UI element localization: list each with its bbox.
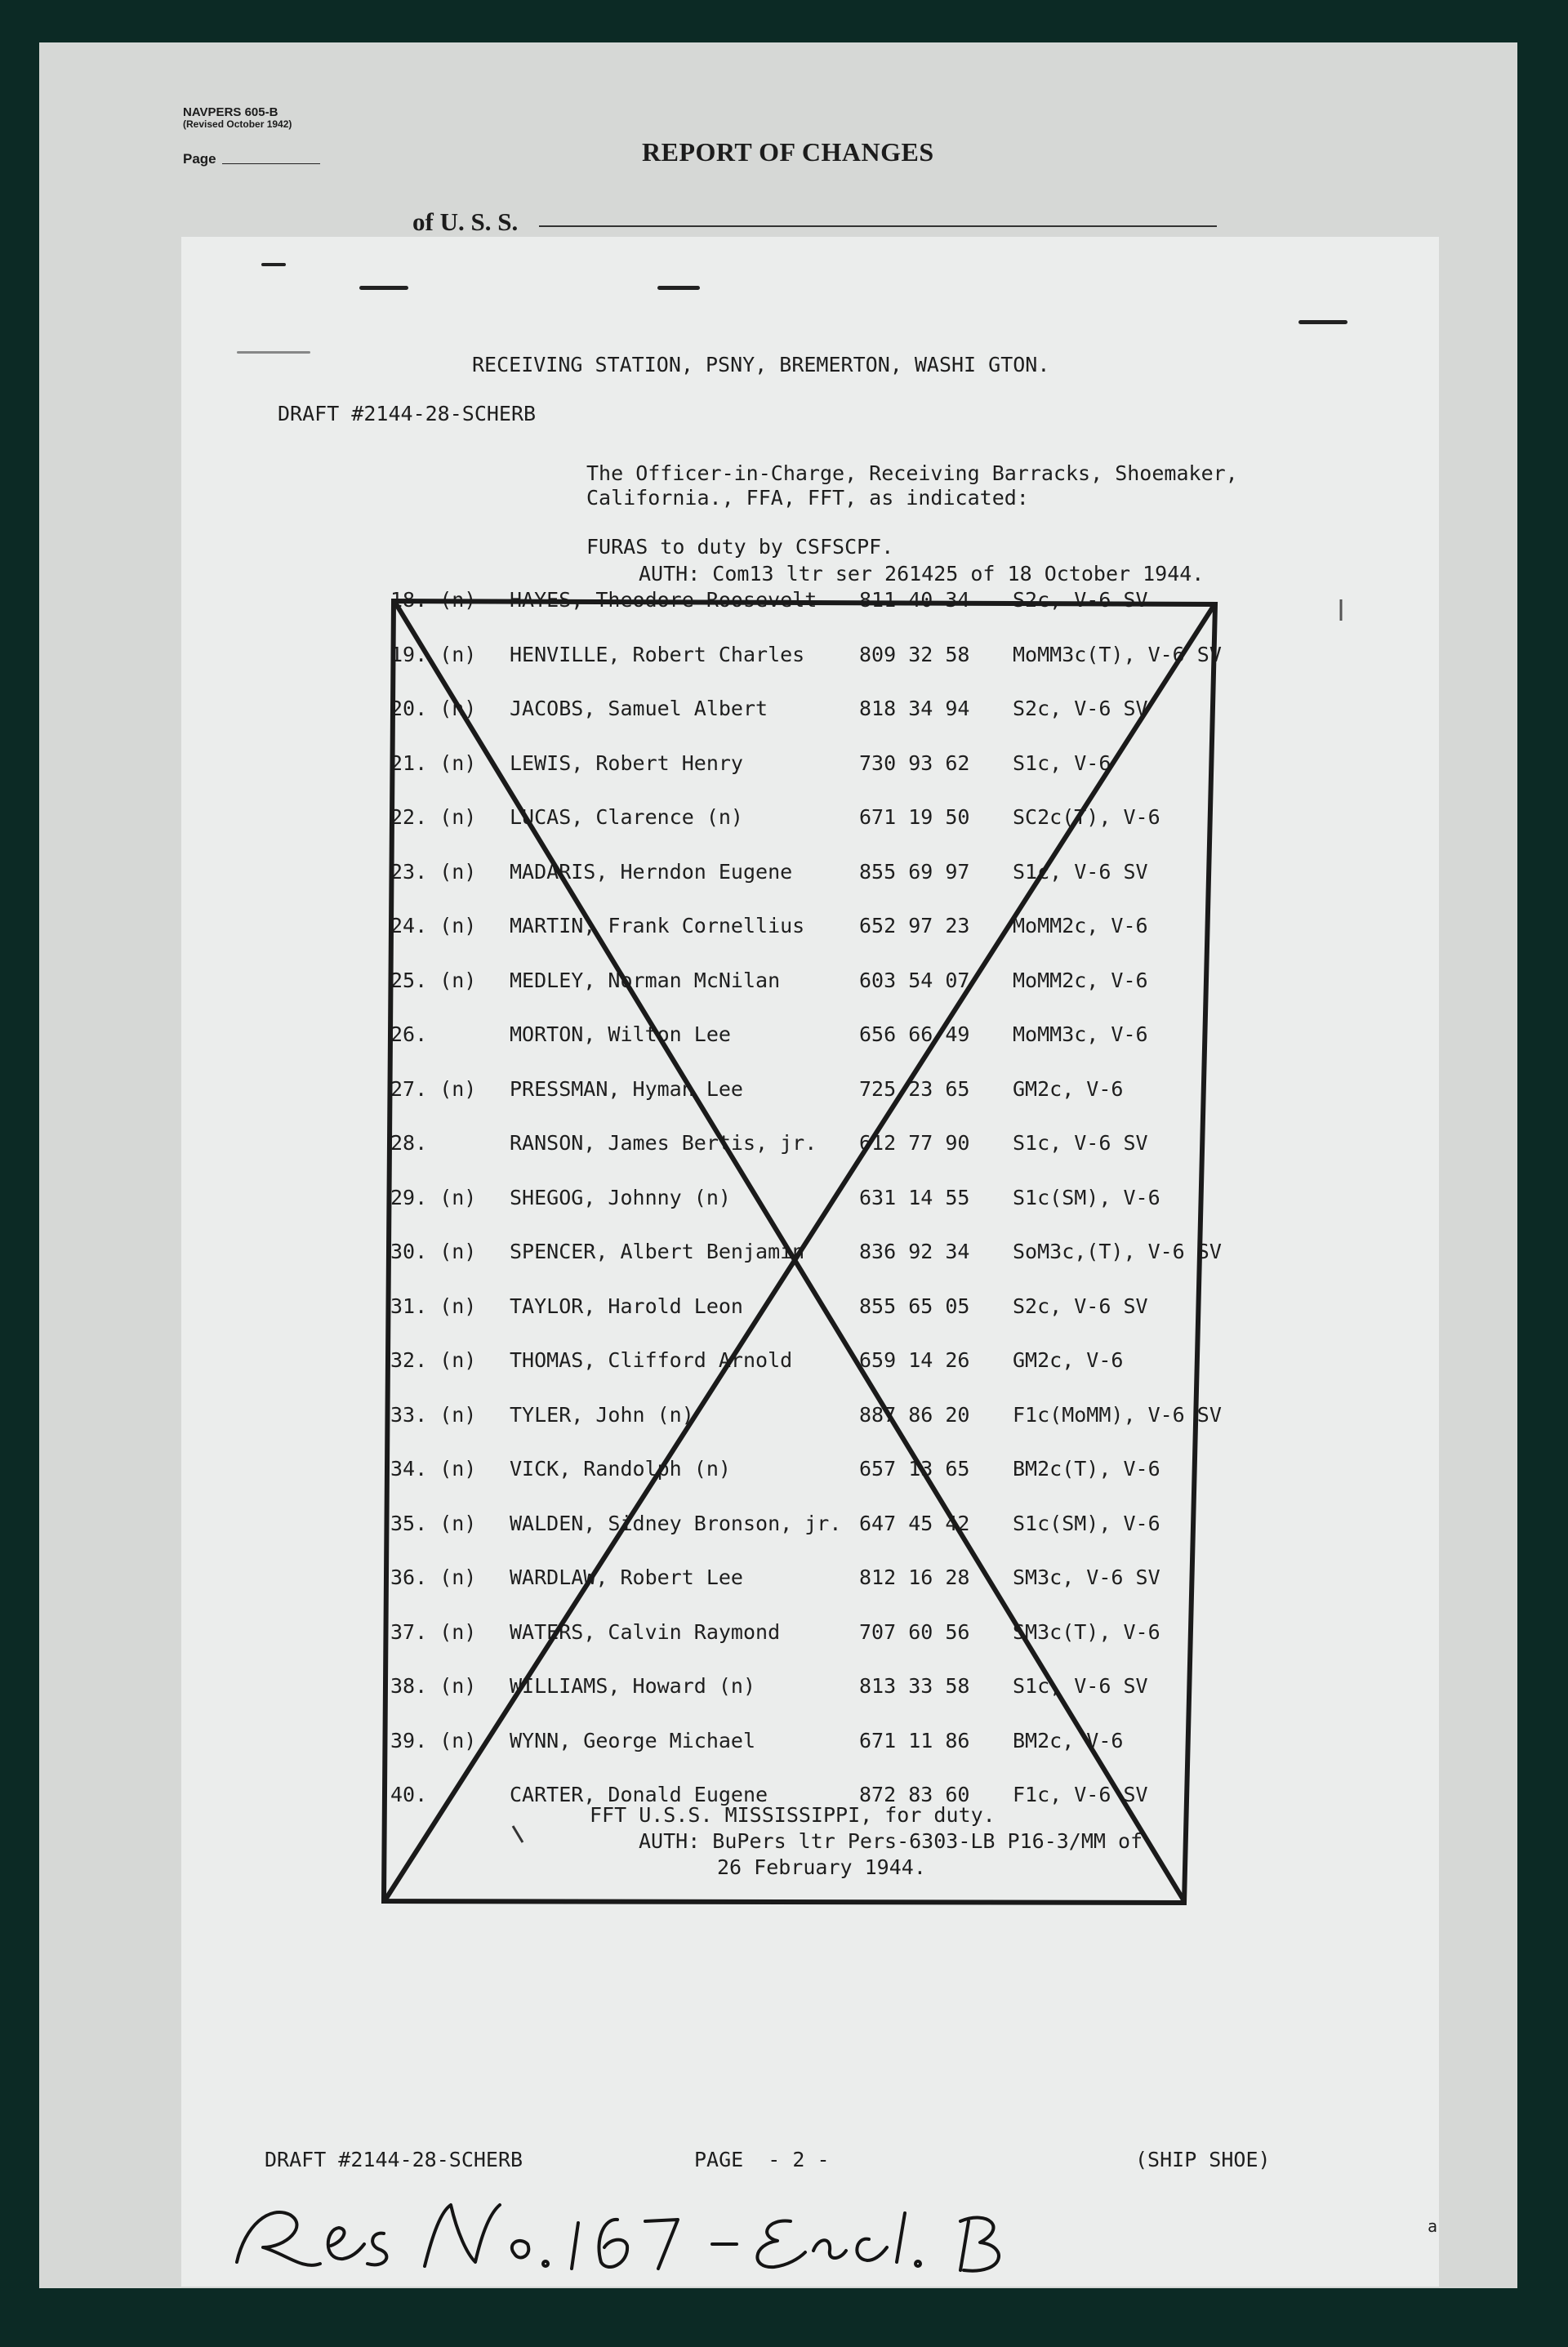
form-id: NAVPERS 605-B bbox=[183, 105, 278, 119]
entry-service-number: 647 45 42 bbox=[859, 1512, 970, 1535]
entry-service-number: 855 69 97 bbox=[859, 860, 970, 884]
entry-name: MORTON, Wilton Lee bbox=[510, 1022, 731, 1046]
entry-number: 22. (n) bbox=[390, 805, 477, 829]
entry-service-number: 813 33 58 bbox=[859, 1674, 970, 1698]
entry-name: MARTIN, Frank Cornellius bbox=[510, 914, 805, 937]
entry-number: 31. (n) bbox=[390, 1294, 477, 1318]
footer-ship: (SHIP SHOE) bbox=[1135, 2148, 1271, 2171]
entry-rate: BM2c, V-6 bbox=[1013, 1729, 1124, 1752]
entry-rate: S1c(SM), V-6 bbox=[1013, 1186, 1160, 1209]
entry-rate: GM2c, V-6 bbox=[1013, 1077, 1124, 1101]
entry-number: 37. (n) bbox=[390, 1620, 477, 1644]
furas-line: FURAS to duty by CSFSCPF. bbox=[586, 535, 894, 559]
instruction-line-2: California., FFA, FFT, as indicated: bbox=[586, 486, 1029, 510]
fft-line: FFT U.S.S. MISSISSIPPI, for duty. bbox=[590, 1803, 996, 1827]
entry-name: TYLER, John (n) bbox=[510, 1403, 694, 1427]
entry-rate: MoMM2c, V-6 bbox=[1013, 914, 1148, 937]
edge-mark: a bbox=[1428, 2216, 1438, 2236]
entry-name: WILLIAMS, Howard (n) bbox=[510, 1674, 756, 1698]
entry-number: 24. (n) bbox=[390, 914, 477, 937]
entry-service-number: 652 97 23 bbox=[859, 914, 970, 937]
entry-service-number: 809 32 58 bbox=[859, 643, 970, 666]
entry-number: 18. (n) bbox=[390, 588, 477, 612]
entry-number: 36. (n) bbox=[390, 1565, 477, 1589]
entry-name: HENVILLE, Robert Charles bbox=[510, 643, 805, 666]
entry-number: 27. (n) bbox=[390, 1077, 477, 1101]
entry-name: LEWIS, Robert Henry bbox=[510, 751, 743, 775]
entry-number: 38. (n) bbox=[390, 1674, 477, 1698]
entry-rate: S2c, V-6 SV bbox=[1013, 588, 1148, 612]
entry-service-number: 725 23 65 bbox=[859, 1077, 970, 1101]
entry-number: 33. (n) bbox=[390, 1403, 477, 1427]
entry-name: WARDLAW, Robert Lee bbox=[510, 1565, 743, 1589]
entry-name: PRESSMAN, Hyman Lee bbox=[510, 1077, 743, 1101]
entry-number: 21. (n) bbox=[390, 751, 477, 775]
entry-name: WATERS, Calvin Raymond bbox=[510, 1620, 781, 1644]
entry-rate: SoM3c,(T), V-6 SV bbox=[1013, 1240, 1222, 1263]
entry-service-number: 657 13 65 bbox=[859, 1457, 970, 1481]
entry-service-number: 855 65 05 bbox=[859, 1294, 970, 1318]
entry-name: THOMAS, Clifford Arnold bbox=[510, 1348, 793, 1372]
entry-number: 34. (n) bbox=[390, 1457, 477, 1481]
entry-number: 28. bbox=[390, 1131, 428, 1155]
entry-rate: S1c, V-6 SV bbox=[1013, 1131, 1148, 1155]
entry-rate: BM2c(T), V-6 bbox=[1013, 1457, 1160, 1481]
entry-rate: SM3c(T), V-6 bbox=[1013, 1620, 1160, 1644]
entry-number: 19. (n) bbox=[390, 643, 477, 666]
entry-service-number: 671 11 86 bbox=[859, 1729, 970, 1752]
entry-rate: SC2c(T), V-6 bbox=[1013, 805, 1160, 829]
entry-name: CARTER, Donald Eugene bbox=[510, 1783, 768, 1806]
entry-service-number: 887 86 20 bbox=[859, 1403, 970, 1427]
entry-service-number: 811 40 34 bbox=[859, 588, 970, 612]
entry-rate: MoMM3c, V-6 bbox=[1013, 1022, 1148, 1046]
entry-service-number: 730 93 62 bbox=[859, 751, 970, 775]
entry-service-number: 631 14 55 bbox=[859, 1186, 970, 1209]
entry-service-number: 836 92 34 bbox=[859, 1240, 970, 1263]
entry-service-number: 659 14 26 bbox=[859, 1348, 970, 1372]
entry-rate: MoMM2c, V-6 bbox=[1013, 969, 1148, 992]
page-label: Page bbox=[183, 151, 216, 167]
entry-service-number: 812 16 28 bbox=[859, 1565, 970, 1589]
entry-service-number: 603 54 07 bbox=[859, 969, 970, 992]
entry-rate: GM2c, V-6 bbox=[1013, 1348, 1124, 1372]
entry-rate: F1c, V-6 SV bbox=[1013, 1783, 1148, 1806]
footer-page: PAGE - 2 - bbox=[694, 2148, 830, 2171]
entry-rate: S2c, V-6 SV bbox=[1013, 1294, 1148, 1318]
entry-number: 32. (n) bbox=[390, 1348, 477, 1372]
entry-name: TAYLOR, Harold Leon bbox=[510, 1294, 743, 1318]
entry-name: HAYES, Theodore Roosevelt bbox=[510, 588, 817, 612]
entry-service-number: 671 19 50 bbox=[859, 805, 970, 829]
entry-name: MADARIS, Herndon Eugene bbox=[510, 860, 793, 884]
entry-rate: F1c(MoMM), V-6 SV bbox=[1013, 1403, 1222, 1427]
auth-line-2a: AUTH: BuPers ltr Pers-6303-LB P16-3/MM of bbox=[639, 1829, 1143, 1853]
entry-number: 30. (n) bbox=[390, 1240, 477, 1263]
form-revised: (Revised October 1942) bbox=[183, 118, 292, 130]
footer-draft: DRAFT #2144-28-SCHERB bbox=[265, 2148, 523, 2171]
entry-number: 20. (n) bbox=[390, 697, 477, 720]
entry-name: RANSON, James Bertis, jr. bbox=[510, 1131, 817, 1155]
entry-rate: S1c(SM), V-6 bbox=[1013, 1512, 1160, 1535]
entry-name: JACOBS, Samuel Albert bbox=[510, 697, 768, 720]
entry-rate: S2c, V-6 SV bbox=[1013, 697, 1148, 720]
entry-service-number: 818 34 94 bbox=[859, 697, 970, 720]
entry-name: SPENCER, Albert Benjamin bbox=[510, 1240, 805, 1263]
entry-service-number: 707 60 56 bbox=[859, 1620, 970, 1644]
entry-name: SHEGOG, Johnny (n) bbox=[510, 1186, 731, 1209]
entry-name: WALDEN, Sidney Bronson, jr. bbox=[510, 1512, 842, 1535]
report-title: REPORT OF CHANGES bbox=[642, 137, 934, 167]
instruction-line-1: The Officer-in-Charge, Receiving Barracks, Shoemaker, bbox=[586, 461, 1238, 485]
entry-name: WYNN, George Michael bbox=[510, 1729, 756, 1752]
entry-number: 40. bbox=[390, 1783, 428, 1806]
entry-rate: SM3c, V-6 SV bbox=[1013, 1565, 1160, 1589]
entry-number: 23. (n) bbox=[390, 860, 477, 884]
entry-number: 39. (n) bbox=[390, 1729, 477, 1752]
entry-rate: S1c, V-6 SV bbox=[1013, 860, 1148, 884]
entry-service-number: 872 83 60 bbox=[859, 1783, 970, 1806]
entry-rate: S1c, V-6 bbox=[1013, 751, 1111, 775]
entry-rate: MoMM3c(T), V-6 SV bbox=[1013, 643, 1222, 666]
uss-label: of U. S. S. bbox=[412, 207, 519, 236]
station-line: RECEIVING STATION, PSNY, BREMERTON, WASHI GTON. bbox=[472, 353, 1050, 376]
entry-number: 35. (n) bbox=[390, 1512, 477, 1535]
auth-line-2b: 26 February 1944. bbox=[717, 1855, 926, 1879]
entry-name: LUCAS, Clarence (n) bbox=[510, 805, 743, 829]
entry-name: VICK, Randolph (n) bbox=[510, 1457, 731, 1481]
entry-number: 26. bbox=[390, 1022, 428, 1046]
entry-service-number: 612 77 90 bbox=[859, 1131, 970, 1155]
draft-number: DRAFT #2144-28-SCHERB bbox=[278, 402, 537, 425]
entry-number: 29. (n) bbox=[390, 1186, 477, 1209]
auth-line-1: AUTH: Com13 ltr ser 261425 of 18 October 1944. bbox=[639, 562, 1205, 586]
entry-number: 25. (n) bbox=[390, 969, 477, 992]
entry-service-number: 656 66 49 bbox=[859, 1022, 970, 1046]
entry-rate: S1c, V-6 SV bbox=[1013, 1674, 1148, 1698]
entry-name: MEDLEY, Norman McNilan bbox=[510, 969, 781, 992]
